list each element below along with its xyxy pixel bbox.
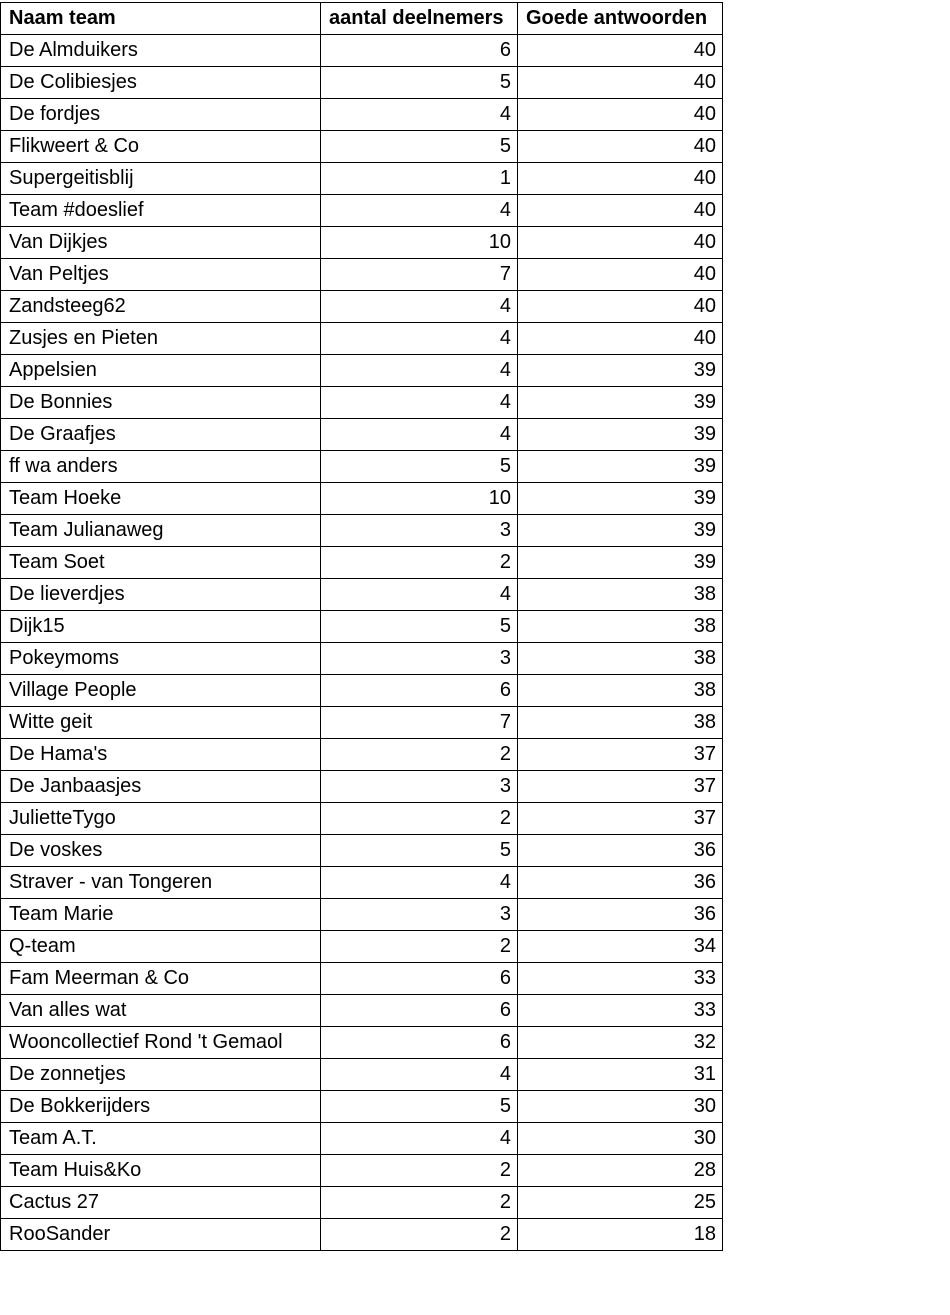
correct-answers-cell: 40 — [518, 99, 723, 131]
team-name-cell: De fordjes — [1, 99, 321, 131]
correct-answers-cell: 38 — [518, 643, 723, 675]
table-row — [1, 131, 723, 163]
correct-answers-cell: 40 — [518, 163, 723, 195]
team-name-cell: Zusjes en Pieten — [1, 323, 321, 355]
team-name-cell: Q-team — [1, 931, 321, 963]
team-name-cell: Van Peltjes — [1, 259, 321, 291]
participant-count-cell: 2 — [321, 547, 518, 579]
correct-answers-cell: 40 — [518, 259, 723, 291]
table-row — [1, 707, 723, 739]
participant-count-cell: 2 — [321, 1155, 518, 1187]
team-name-cell: De Hama's — [1, 739, 321, 771]
correct-answers-cell: 32 — [518, 1027, 723, 1059]
participant-count-cell: 2 — [321, 1187, 518, 1219]
correct-answers-cell: 40 — [518, 131, 723, 163]
correct-answers-cell: 40 — [518, 35, 723, 67]
correct-answers-cell: 39 — [518, 547, 723, 579]
team-name-cell: Straver - van Tongeren — [1, 867, 321, 899]
participant-count-cell: 5 — [321, 131, 518, 163]
table-row — [1, 387, 723, 419]
team-name-cell: Team Hoeke — [1, 483, 321, 515]
correct-answers-cell: 40 — [518, 291, 723, 323]
correct-answers-cell: 39 — [518, 355, 723, 387]
table-row — [1, 995, 723, 1027]
correct-answers-cell: 37 — [518, 739, 723, 771]
correct-answers-cell: 39 — [518, 451, 723, 483]
team-name-cell: Wooncollectief Rond 't Gemaol — [1, 1027, 321, 1059]
participant-count-cell: 4 — [321, 1123, 518, 1155]
header-participant-count: aantal deelnemers — [321, 3, 518, 35]
participant-count-cell: 2 — [321, 931, 518, 963]
team-name-cell: De voskes — [1, 835, 321, 867]
team-name-cell: De Graafjes — [1, 419, 321, 451]
participant-count-cell: 3 — [321, 515, 518, 547]
correct-answers-cell: 37 — [518, 803, 723, 835]
participant-count-cell: 5 — [321, 611, 518, 643]
team-name-cell: Team Marie — [1, 899, 321, 931]
team-name-cell: Flikweert & Co — [1, 131, 321, 163]
participant-count-cell: 3 — [321, 771, 518, 803]
table-row — [1, 547, 723, 579]
team-name-cell: Cactus 27 — [1, 1187, 321, 1219]
correct-answers-cell: 38 — [518, 707, 723, 739]
table-row — [1, 675, 723, 707]
table-row — [1, 899, 723, 931]
table-row — [1, 739, 723, 771]
table-row — [1, 1091, 723, 1123]
table-row — [1, 1059, 723, 1091]
header-row — [1, 3, 723, 35]
participant-count-cell: 6 — [321, 1027, 518, 1059]
correct-answers-cell: 36 — [518, 835, 723, 867]
correct-answers-cell: 37 — [518, 771, 723, 803]
participant-count-cell: 4 — [321, 419, 518, 451]
team-name-cell: RooSander — [1, 1219, 321, 1251]
scores-table — [0, 2, 723, 1251]
table-row — [1, 867, 723, 899]
correct-answers-cell: 36 — [518, 899, 723, 931]
team-name-cell: JulietteTygo — [1, 803, 321, 835]
team-name-cell: Dijk15 — [1, 611, 321, 643]
team-name-cell: Appelsien — [1, 355, 321, 387]
participant-count-cell: 4 — [321, 387, 518, 419]
correct-answers-cell: 31 — [518, 1059, 723, 1091]
table-row — [1, 163, 723, 195]
team-name-cell: De Colibiesjes — [1, 67, 321, 99]
team-name-cell: Team A.T. — [1, 1123, 321, 1155]
table-row — [1, 1123, 723, 1155]
correct-answers-cell: 34 — [518, 931, 723, 963]
team-name-cell: Fam Meerman & Co — [1, 963, 321, 995]
participant-count-cell: 5 — [321, 1091, 518, 1123]
header-team-name: Naam team — [1, 3, 321, 35]
table-row — [1, 611, 723, 643]
table-row — [1, 1187, 723, 1219]
correct-answers-cell: 30 — [518, 1123, 723, 1155]
correct-answers-cell: 38 — [518, 675, 723, 707]
participant-count-cell: 4 — [321, 323, 518, 355]
correct-answers-cell: 40 — [518, 67, 723, 99]
table-row — [1, 419, 723, 451]
correct-answers-cell: 33 — [518, 995, 723, 1027]
participant-count-cell: 4 — [321, 99, 518, 131]
table-row — [1, 451, 723, 483]
participant-count-cell: 5 — [321, 451, 518, 483]
table-row — [1, 515, 723, 547]
participant-count-cell: 3 — [321, 643, 518, 675]
correct-answers-cell: 18 — [518, 1219, 723, 1251]
participant-count-cell: 10 — [321, 227, 518, 259]
table-body — [1, 35, 723, 1251]
participant-count-cell: 4 — [321, 291, 518, 323]
participant-count-cell: 7 — [321, 707, 518, 739]
team-name-cell: ff wa anders — [1, 451, 321, 483]
table-row — [1, 1155, 723, 1187]
table-row — [1, 355, 723, 387]
participant-count-cell: 6 — [321, 963, 518, 995]
correct-answers-cell: 36 — [518, 867, 723, 899]
table-row — [1, 483, 723, 515]
participant-count-cell: 1 — [321, 163, 518, 195]
team-name-cell: Team Huis&Ko — [1, 1155, 321, 1187]
table-row — [1, 963, 723, 995]
team-name-cell: De Janbaasjes — [1, 771, 321, 803]
correct-answers-cell: 40 — [518, 195, 723, 227]
team-name-cell: Team Soet — [1, 547, 321, 579]
table-row — [1, 291, 723, 323]
participant-count-cell: 4 — [321, 579, 518, 611]
table-row — [1, 67, 723, 99]
participant-count-cell: 4 — [321, 195, 518, 227]
participant-count-cell: 4 — [321, 867, 518, 899]
team-name-cell: Pokeymoms — [1, 643, 321, 675]
team-name-cell: De Bonnies — [1, 387, 321, 419]
team-name-cell: Witte geit — [1, 707, 321, 739]
participant-count-cell: 3 — [321, 899, 518, 931]
participant-count-cell: 7 — [321, 259, 518, 291]
correct-answers-cell: 39 — [518, 387, 723, 419]
table-row — [1, 643, 723, 675]
table-row — [1, 227, 723, 259]
team-name-cell: De Almduikers — [1, 35, 321, 67]
header-correct-answers: Goede antwoorden — [518, 3, 723, 35]
table-row — [1, 931, 723, 963]
correct-answers-cell: 25 — [518, 1187, 723, 1219]
participant-count-cell: 2 — [321, 1219, 518, 1251]
table-row — [1, 579, 723, 611]
correct-answers-cell: 39 — [518, 419, 723, 451]
table-row — [1, 35, 723, 67]
team-name-cell: Team Julianaweg — [1, 515, 321, 547]
correct-answers-cell: 39 — [518, 515, 723, 547]
table-row — [1, 771, 723, 803]
participant-count-cell: 5 — [321, 67, 518, 99]
table-row — [1, 259, 723, 291]
correct-answers-cell: 39 — [518, 483, 723, 515]
participant-count-cell: 6 — [321, 675, 518, 707]
participant-count-cell: 10 — [321, 483, 518, 515]
team-name-cell: Team #doeslief — [1, 195, 321, 227]
team-name-cell: Supergeitisblij — [1, 163, 321, 195]
table-row — [1, 323, 723, 355]
table-row — [1, 195, 723, 227]
participant-count-cell: 2 — [321, 739, 518, 771]
correct-answers-cell: 40 — [518, 323, 723, 355]
correct-answers-cell: 28 — [518, 1155, 723, 1187]
team-name-cell: De lieverdjes — [1, 579, 321, 611]
correct-answers-cell: 30 — [518, 1091, 723, 1123]
table-row — [1, 99, 723, 131]
participant-count-cell: 6 — [321, 995, 518, 1027]
participant-count-cell: 2 — [321, 803, 518, 835]
correct-answers-cell: 33 — [518, 963, 723, 995]
participant-count-cell: 4 — [321, 1059, 518, 1091]
table-row — [1, 1027, 723, 1059]
table-row — [1, 835, 723, 867]
correct-answers-cell: 40 — [518, 227, 723, 259]
team-name-cell: Zandsteeg62 — [1, 291, 321, 323]
participant-count-cell: 5 — [321, 835, 518, 867]
participant-count-cell: 4 — [321, 355, 518, 387]
team-name-cell: De zonnetjes — [1, 1059, 321, 1091]
team-name-cell: Village People — [1, 675, 321, 707]
correct-answers-cell: 38 — [518, 611, 723, 643]
participant-count-cell: 6 — [321, 35, 518, 67]
table-row — [1, 1219, 723, 1251]
team-name-cell: De Bokkerijders — [1, 1091, 321, 1123]
correct-answers-cell: 38 — [518, 579, 723, 611]
team-name-cell: Van alles wat — [1, 995, 321, 1027]
table-row — [1, 803, 723, 835]
team-name-cell: Van Dijkjes — [1, 227, 321, 259]
